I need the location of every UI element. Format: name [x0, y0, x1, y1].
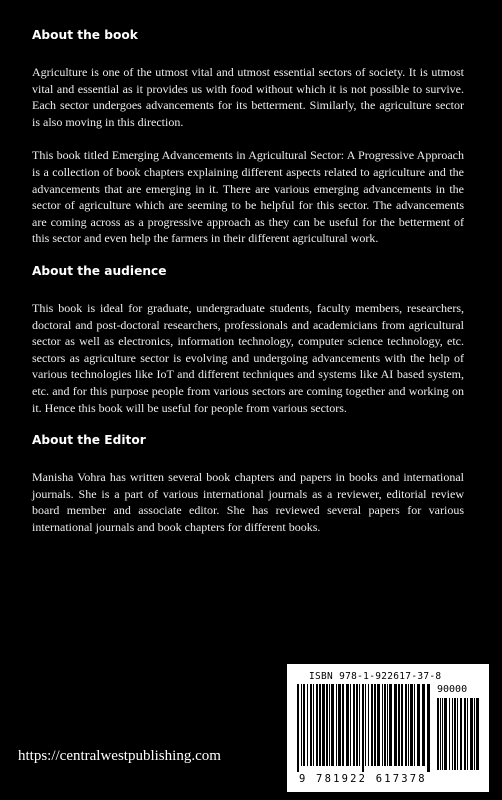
- publisher-website[interactable]: https://centralwestpublishing.com: [18, 748, 221, 764]
- heading-about-audience: About the audience: [32, 263, 167, 278]
- isbn-label: ISBN 978-1-922617-37-8: [309, 671, 442, 682]
- about-book-paragraph-2: This book titled Emerging Advancements in Agricultural Sector: A Progressive Approach is a collection of book chapters explaining different aspects related to agriculture and the advancements that are emerging in it. There are various emerging advancements in the sector of agriculture which are seeming to be helpful for this sector. The advancements are coming across as a progressive approach as they can be useful for the betterment of this sector and even help the farmers in their different agricultural work.: [32, 148, 464, 246]
- back-cover-text: [32, 28, 464, 535]
- barcode-bars: [297, 684, 481, 774]
- isbn-addon: 90000: [437, 684, 468, 695]
- isbn-barcode: [287, 664, 489, 792]
- isbn-digits: 9 781922 617378: [299, 773, 427, 785]
- heading-about-editor: About the Editor: [32, 433, 146, 448]
- about-editor-paragraph: Manisha Vohra has written several book chapters and papers in books and international journals. She is a part of various international journals as a reviewer, editorial review board member and associate editor. She has reviewed several papers for various international journals and book chapters for different books.: [32, 470, 464, 534]
- about-book-paragraph-1: Agriculture is one of the utmost vital and utmost essential sectors of society. It is utmost vital and essential as it provides us with food without which it is not possible to survive. Each sector undergoes advancements for its betterment. Similarly, the agriculture sector is also moving in this direction.: [32, 65, 464, 129]
- heading-about-book: About the book: [32, 28, 138, 42]
- about-audience-paragraph: This book is ideal for graduate, undergraduate students, faculty members, researchers, doctoral and post-doctoral researchers, professionals and academicians from agricultural sector as well as electronics, information technology, computer science technology, etc. sectors as agriculture sector is evolving and undergoing advancements with the help of various technologies like IoT and different techniques and systems like AI based system, etc. and for this purpose people from various sectors are coming together and working on it. Hence this book will be useful for people from various sectors.: [32, 300, 464, 415]
